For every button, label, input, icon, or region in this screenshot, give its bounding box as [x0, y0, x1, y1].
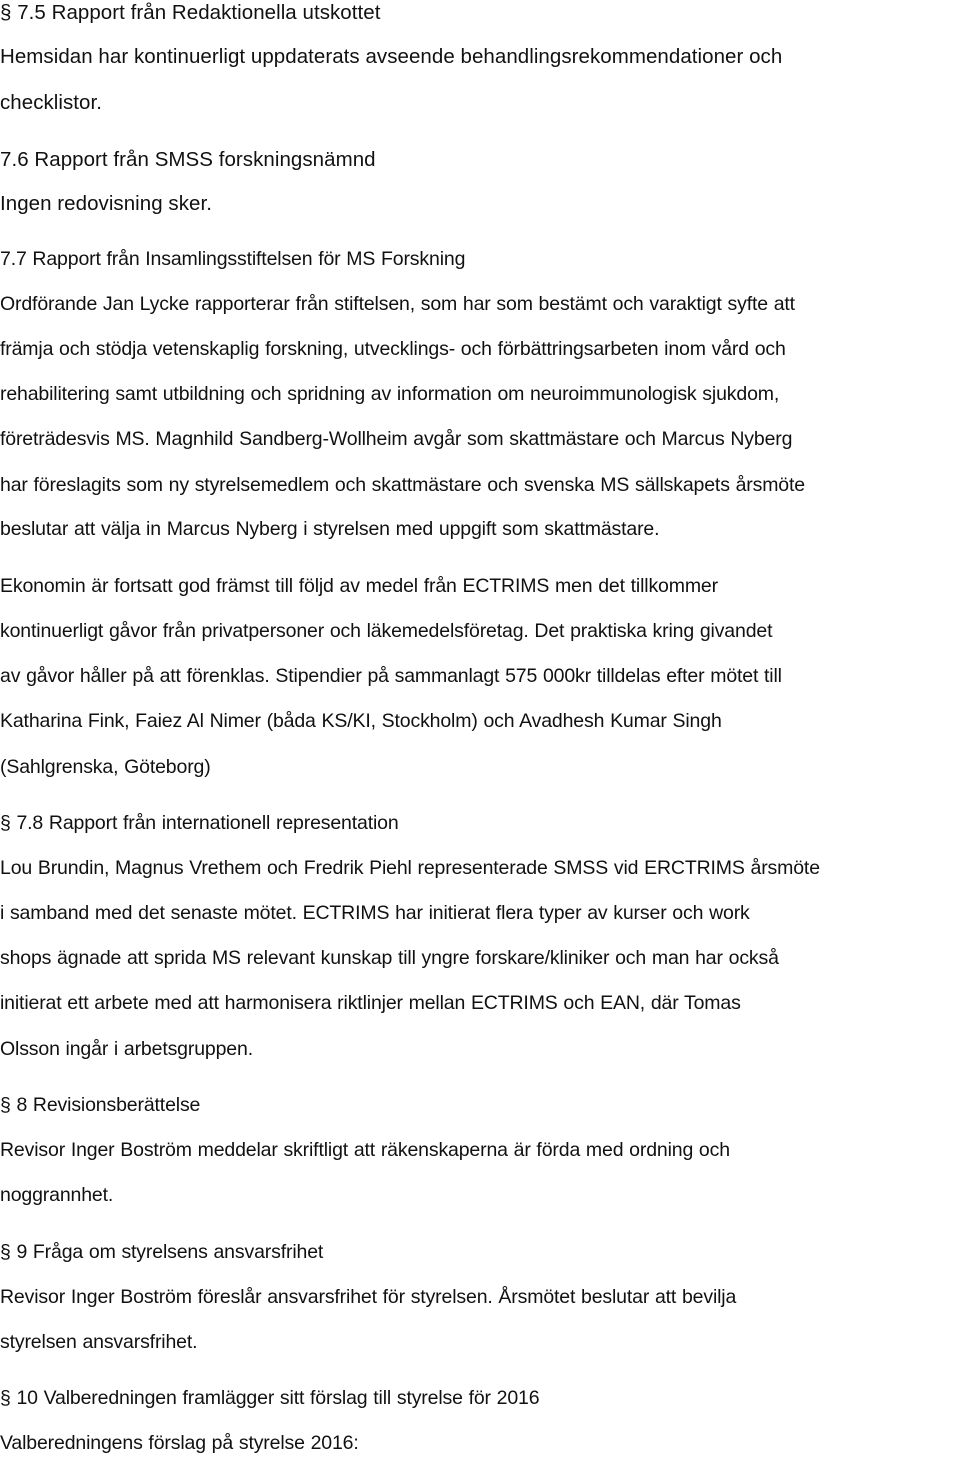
- section-7-8-text-line: initierat ett arbete med att harmonisera riktlinjer mellan ECTRIMS och EAN, där Tomas: [0, 992, 741, 1014]
- section-9-text-line: Revisor Inger Boström föreslår ansvarsfrihet för styrelsen. Årsmötet beslutar att bevilja: [0, 1286, 737, 1308]
- section-10-text: Valberedningens förslag på styrelse 2016:: [0, 1432, 359, 1454]
- section-7-8-text-line: shops ägnade att sprida MS relevant kunskap till yngre forskare/kliniker och man har också: [0, 947, 779, 969]
- section-7-7-economy-line: av gåvor håller på att förenklas. Stipendier på sammanlagt 575 000kr tilldelas efter mötet till: [0, 665, 782, 687]
- section-7-5-heading: § 7.5 Rapport från Redaktionella utskottet: [0, 1, 381, 24]
- section-7-7-heading: 7.7 Rapport från Insamlingsstiftelsen för MS Forskning: [0, 248, 466, 270]
- section-7-8-text-line: Lou Brundin, Magnus Vrethem och Fredrik Piehl representerade SMSS vid ERCTRIMS årsmöte: [0, 857, 820, 879]
- section-7-7-text-line: beslutar att välja in Marcus Nyberg i styrelsen med uppgift som skattmästare.: [0, 518, 660, 540]
- section-9-text-line: styrelsen ansvarsfrihet.: [0, 1331, 198, 1353]
- section-7-7-text-line: rehabilitering samt utbildning och spridning av information om neuroimmunologisk sjukdom,: [0, 383, 780, 405]
- section-7-8-text-line: Olsson ingår i arbetsgruppen.: [0, 1038, 253, 1060]
- section-7-7-economy-line: (Sahlgrenska, Göteborg): [0, 756, 211, 778]
- section-7-8-text-line: i samband med det senaste mötet. ECTRIMS har initierat flera typer av kurser och work: [0, 902, 750, 924]
- section-7-7-text-line: har föreslagits som ny styrelsemedlem och skattmästare och svenska MS sällskapets årsmöte: [0, 474, 805, 496]
- section-7-7-economy-line: Katharina Fink, Faiez Al Nimer (båda KS/KI, Stockholm) och Avadhesh Kumar Singh: [0, 710, 722, 732]
- section-7-7-text-line: främja och stödja vetenskaplig forskning, utvecklings- och förbättringsarbeten inom vård och: [0, 338, 786, 360]
- section-7-6-text: Ingen redovisning sker.: [0, 192, 212, 215]
- section-7-5-text-line: Hemsidan har kontinuerligt uppdaterats avseende behandlingsrekommendationer och: [0, 45, 783, 68]
- section-7-7-text-line: Ordförande Jan Lycke rapporterar från stiftelsen, som har som bestämt och varaktigt syfte att: [0, 293, 795, 315]
- section-7-7-text-line: företrädesvis MS. Magnhild Sandberg-Wollheim avgår som skattmästare och Marcus Nyberg: [0, 428, 793, 450]
- section-9-heading: § 9 Fråga om styrelsens ansvarsfrihet: [0, 1241, 324, 1263]
- section-8-text-line: Revisor Inger Boström meddelar skriftligt att räkenskaperna är förda med ordning och: [0, 1139, 730, 1161]
- section-7-8-heading: § 7.8 Rapport från internationell representation: [0, 812, 399, 834]
- section-7-7-economy-line: Ekonomin är fortsatt god främst till följd av medel från ECTRIMS men det tillkommer: [0, 575, 718, 597]
- section-10-heading: § 10 Valberedningen framlägger sitt förslag till styrelse för 2016: [0, 1387, 540, 1409]
- section-8-heading: § 8 Revisionsberättelse: [0, 1094, 201, 1116]
- section-7-7-economy-line: kontinuerligt gåvor från privatpersoner och läkemedelsföretag. Det praktiska kring givandet: [0, 620, 773, 642]
- section-8-text-line: noggrannhet.: [0, 1184, 114, 1206]
- section-7-5-text-line: checklistor.: [0, 91, 102, 114]
- section-7-6-heading: 7.6 Rapport från SMSS forskningsnämnd: [0, 148, 376, 171]
